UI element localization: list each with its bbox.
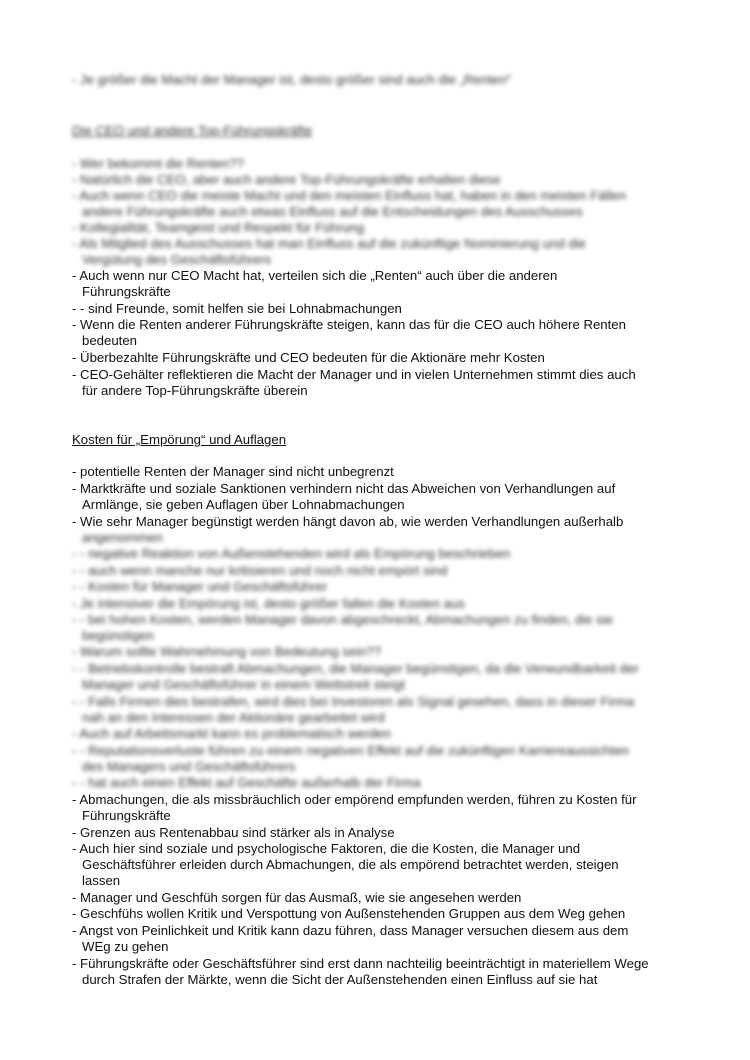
blurred-line: - - Falls Firmen dies bestrafen, wird dies bei Investoren als Signal gesehen, dass in dieser Firma bbox=[72, 694, 635, 709]
list-item: - Auch wenn nur CEO Macht hat, verteilen sich die „Renten“ auch über die anderen bbox=[72, 268, 558, 283]
list-item-continuation: lassen bbox=[82, 873, 121, 888]
blurred-line: - Warum sollte Wahrnehmung von Bedeutung sein?? bbox=[72, 644, 382, 659]
blurred-line: - Natürlich die CEO, aber auch andere Top-Führungskräfte erhalten diese bbox=[72, 172, 501, 187]
list-item: - Grenzen aus Rentenabbau sind stärker als in Analyse bbox=[72, 825, 395, 840]
blurred-line: - - bei hohen Kosten, werden Manager davon abgeschreckt, Abmachungen zu finden, die sie bbox=[72, 612, 614, 627]
list-item-continuation: bedeuten bbox=[82, 333, 138, 348]
list-item: - Wenn die Renten anderer Führungskräfte steigen, kann das für die CEO auch höhere Renten bbox=[72, 317, 626, 332]
list-item-continuation: Armlänge, sie geben Auflagen über Lohnabmachungen bbox=[82, 497, 405, 512]
list-item: - Überbezahlte Führungskräfte und CEO bedeuten für die Aktionäre mehr Kosten bbox=[72, 350, 545, 365]
blurred-line: - - negative Reaktion von Außenstehenden wird als Empörung beschrieben bbox=[72, 546, 511, 561]
list-item: - potentielle Renten der Manager sind nicht unbegrenzt bbox=[72, 464, 394, 479]
blurred-line: Manager und Geschäftsführer in einem Wettstreit steigt bbox=[82, 677, 406, 692]
list-item: - Auch hier sind soziale und psychologische Faktoren, die die Kosten, die Manager und bbox=[72, 841, 581, 856]
blurred-line: angenommen bbox=[82, 530, 163, 545]
list-item-continuation: für andere Top-Führungskräfte überein bbox=[82, 383, 308, 398]
list-item-continuation: Führungskräfte bbox=[82, 808, 171, 823]
list-item: - Abmachungen, die als missbräuchlich oder empörend empfunden werden, führen zu Kosten für bbox=[72, 792, 637, 807]
list-item-continuation: Geschäftsführer erleiden durch Abmachungen, die als empörend betrachtet werden, steigen bbox=[82, 857, 619, 872]
list-item: - Angst von Peinlichkeit und Kritik kann dazu führen, dass Manager versuchen diesem aus dem bbox=[72, 923, 629, 938]
list-item: - Manager und Geschfüh sorgen für das Ausmaß, wie sie angesehen werden bbox=[72, 890, 522, 905]
list-item-continuation: WEg zu gehen bbox=[82, 939, 169, 954]
list-item: - Führungskräfte oder Geschäftsführer sind erst dann nachteilig beeinträchtigt in materiellem Wege bbox=[72, 956, 649, 971]
blurred-line: des Managers und Geschäftsführers bbox=[82, 759, 296, 774]
blurred-line: - - Kosten für Manager und Geschäftsführer bbox=[72, 579, 328, 594]
list-item: - Wie sehr Manager begünstigt werden hängt davon ab, wie werden Verhandlungen außerhalb bbox=[72, 514, 624, 529]
list-item: - CEO-Gehälter reflektieren die Macht der Manager und in vielen Unternehmen stimmt dies auch bbox=[72, 367, 636, 382]
blurred-line: - Kollegialität, Teamgeist und Respekt für Führung bbox=[72, 220, 365, 235]
blurred-line: - Wer bekommt die Renten?? bbox=[72, 156, 245, 171]
blurred-line: - - hat auch einen Effekt auf Geschäfte außerhalb der Firma bbox=[72, 775, 421, 790]
blurred-line: - Je intensiver die Empörung ist, desto größer fallen die Kosten aus bbox=[72, 596, 465, 611]
blurred-line: nah an den Interessen der Aktionäre gearbeitet wird bbox=[82, 710, 385, 725]
section-heading-ceo: Die CEO und andere Top-Führungskräfte bbox=[72, 123, 313, 138]
list-item: - Geschfühs wollen Kritik und Verspottung von Außenstehenden Gruppen aus dem Weg gehen bbox=[72, 906, 626, 921]
blurred-line: - - Reputationsverluste führen zu einem negativen Effekt auf die zukünftigen Karriereaussichten bbox=[72, 743, 629, 758]
blurred-line: - Auch auf Arbeitsmarkt kann es problematisch werden bbox=[72, 726, 391, 741]
list-item-continuation: durch Strafen der Märkte, wenn die Sicht der Außenstehenden einen Einfluss auf sie hat bbox=[82, 972, 598, 987]
section-heading-kosten: Kosten für „Empörung“ und Auflagen bbox=[72, 432, 287, 447]
blurred-line: Vergütung des Geschäftsführers bbox=[82, 252, 272, 267]
list-item: - Marktkräfte und soziale Sanktionen verhindern nicht das Abweichen von Verhandlungen auf bbox=[72, 481, 616, 496]
blurred-line: andere Führungskräfte auch etwas Einfluss auf die Entscheidungen des Ausschusses bbox=[82, 204, 583, 219]
blurred-line: - Je größer die Macht der Manager ist, desto größer sind auch die „Renten“ bbox=[72, 72, 512, 87]
list-item-continuation: Führungskräfte bbox=[82, 284, 171, 299]
blurred-line: - - auch wenn manche nur kritisieren und noch nicht empört sind bbox=[72, 563, 448, 578]
blurred-line: - Als Mitglied des Ausschusses hat man Einfluss auf die zukünftige Nominierung und die bbox=[72, 236, 586, 251]
blurred-line: - Auch wenn CEO die meiste Macht und den meisten Einfluss hat, haben in den meisten Fällen bbox=[72, 188, 627, 203]
blurred-line: begünstigen bbox=[82, 628, 154, 643]
list-item: - - sind Freunde, somit helfen sie bei Lohnabmachungen bbox=[72, 301, 402, 316]
blurred-line: - - Betriebskontrolle bestraft Abmachungen, die Manager begünstigen, da die Verwundbarkeit der bbox=[72, 661, 639, 676]
